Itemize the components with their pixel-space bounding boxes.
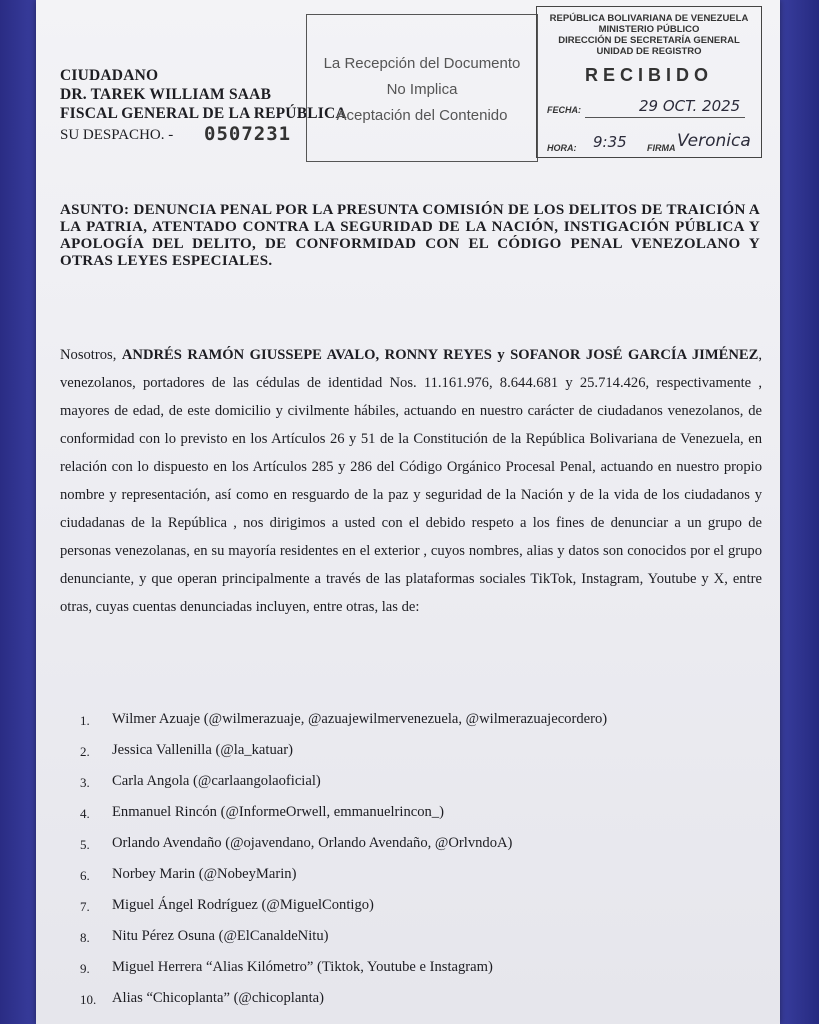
body-paragraph — [60, 341, 762, 621]
reception-stamp-line2: No Implica — [386, 81, 458, 98]
stamp-time-value: 9:35 — [593, 133, 627, 151]
recipient-title: CIUDADANO — [60, 67, 159, 84]
stamp-time-label: HORA: — [547, 143, 577, 153]
reception-stamp-line1: La Recepción del Documento — [323, 55, 521, 72]
background-left — [0, 0, 40, 1024]
stamp-signature-label: FIRMA — [647, 143, 676, 153]
list-item: 8. Nitu Pérez Osuna (@ElCanaldeNitu) — [80, 928, 329, 945]
background-right — [777, 0, 819, 1024]
list-item: 9. Miguel Herrera “Alias Kilómetro” (Tiktok, Youtube e Instagram) — [80, 959, 493, 976]
recipient-position: FISCAL GENERAL DE LA REPÚBLICA — [60, 105, 347, 122]
list-item: 6. Norbey Marin (@NobeyMarin) — [80, 866, 297, 883]
list-item: 2. Jessica Vallenilla (@la_katuar) — [80, 742, 293, 759]
document-page — [36, 0, 780, 1024]
stamp-unit: UNIDAD DE REGISTRO — [596, 46, 702, 57]
body-complainant-names: ANDRÉS RAMÓN GIUSSEPE AVALO, RONNY REYES y SOFANOR JOSÉ GARCÍA JIMÉNEZ — [121, 347, 759, 363]
body-intro: Nosotros, — [60, 347, 117, 363]
stamp-ministry: MINISTERIO PÚBLICO — [598, 24, 700, 35]
registry-number: 0507231 — [204, 123, 292, 145]
recipient-name: DR. TAREK WILLIAM SAAB — [60, 86, 272, 103]
body-text: , venezolanos, portadores de las cédulas de identidad Nos. 11.161.976, 8.644.681 y 25.714.426, respectivamente , mayores de edad, de este domicilio y civilmente hábiles, actuando en nuestro carácter de ciudadanos venezolanos, de conformidad con lo previsto en los Artículos 26 y 51 de la Constitución de la República Bolivariana de Venezuela, en relación con lo dispuesto en los Artículos 285 y 286 del Código Orgánico Procesal Penal, actuando en nuestro propio nombre y representación, así como en resguardo de la paz y seguridad de la Nación y de la vida de los ciudadanos y ciudadanas de la República , nos dirigimos a usted con el debido respeto a los fines de denunciar a un grupo de personas venezolanas, en su mayoría residentes en el exterior , cuyos nombres, alias y datos son conocidos por el grupo denunciante, y que operan principalmente a través de las plataformas sociales TikTok, Instagram, Youtube y X, entre otras, cuyas cuentas denunciadas incluyen, entre otras, las de: — [60, 347, 762, 615]
stamp-direction: DIRECCIÓN DE SECRETARÍA GENERAL — [558, 35, 740, 46]
stamp-date-label: FECHA: — [547, 105, 581, 115]
list-item: 5. Orlando Avendaño (@ojavendano, Orlando Avendaño, @OrlvndoA) — [80, 835, 513, 852]
list-item: 4. Enmanuel Rincón (@InformeOrwell, emmanuelrincon_) — [80, 804, 444, 821]
stamp-received-title: RECIBIDO — [584, 65, 713, 85]
despacho-label: SU DESPACHO. - — [60, 127, 174, 143]
list-item: 3. Carla Angola (@carlaangolaoficial) — [80, 773, 321, 790]
stamp-republic: REPÚBLICA BOLIVARIANA DE VENEZUELA — [549, 13, 749, 24]
list-item: 7. Miguel Ángel Rodríguez (@MiguelContigo) — [80, 897, 374, 914]
received-stamp — [536, 6, 762, 158]
stamp-date-value: 29 OCT. 2025 — [639, 97, 741, 115]
reception-stamp-line3: Aceptación del Contenido — [336, 107, 508, 124]
reception-stamp — [306, 14, 538, 162]
accused-list — [80, 710, 740, 1020]
stamp-signature-value: Veronica — [677, 131, 751, 151]
list-item: 1. Wilmer Azuaje (@wilmerazuaje, @azuajewilmervenezuela, @wilmerazuajecordero) — [80, 711, 608, 728]
subject-paragraph: ASUNTO: DENUNCIA PENAL POR LA PRESUNTA COMISIÓN DE LOS DELITOS DE TRAICIÓN A LA PATRIA, ATENTADO CONTRA LA SEGURIDAD DE LA NACIÓN, INSTIGACIÓN PÚBLICA Y APOLOGÍA DEL DELITO, DE CONFORMIDAD CON EL CÓDIGO PENAL VENEZOLANO Y OTRAS LEYES ESPECIALES. — [60, 202, 760, 269]
stamp-date-line — [585, 117, 745, 118]
recipient-block — [60, 66, 347, 123]
list-item: 10. Alias “Chicoplanta” (@chicoplanta) — [80, 990, 324, 1007]
